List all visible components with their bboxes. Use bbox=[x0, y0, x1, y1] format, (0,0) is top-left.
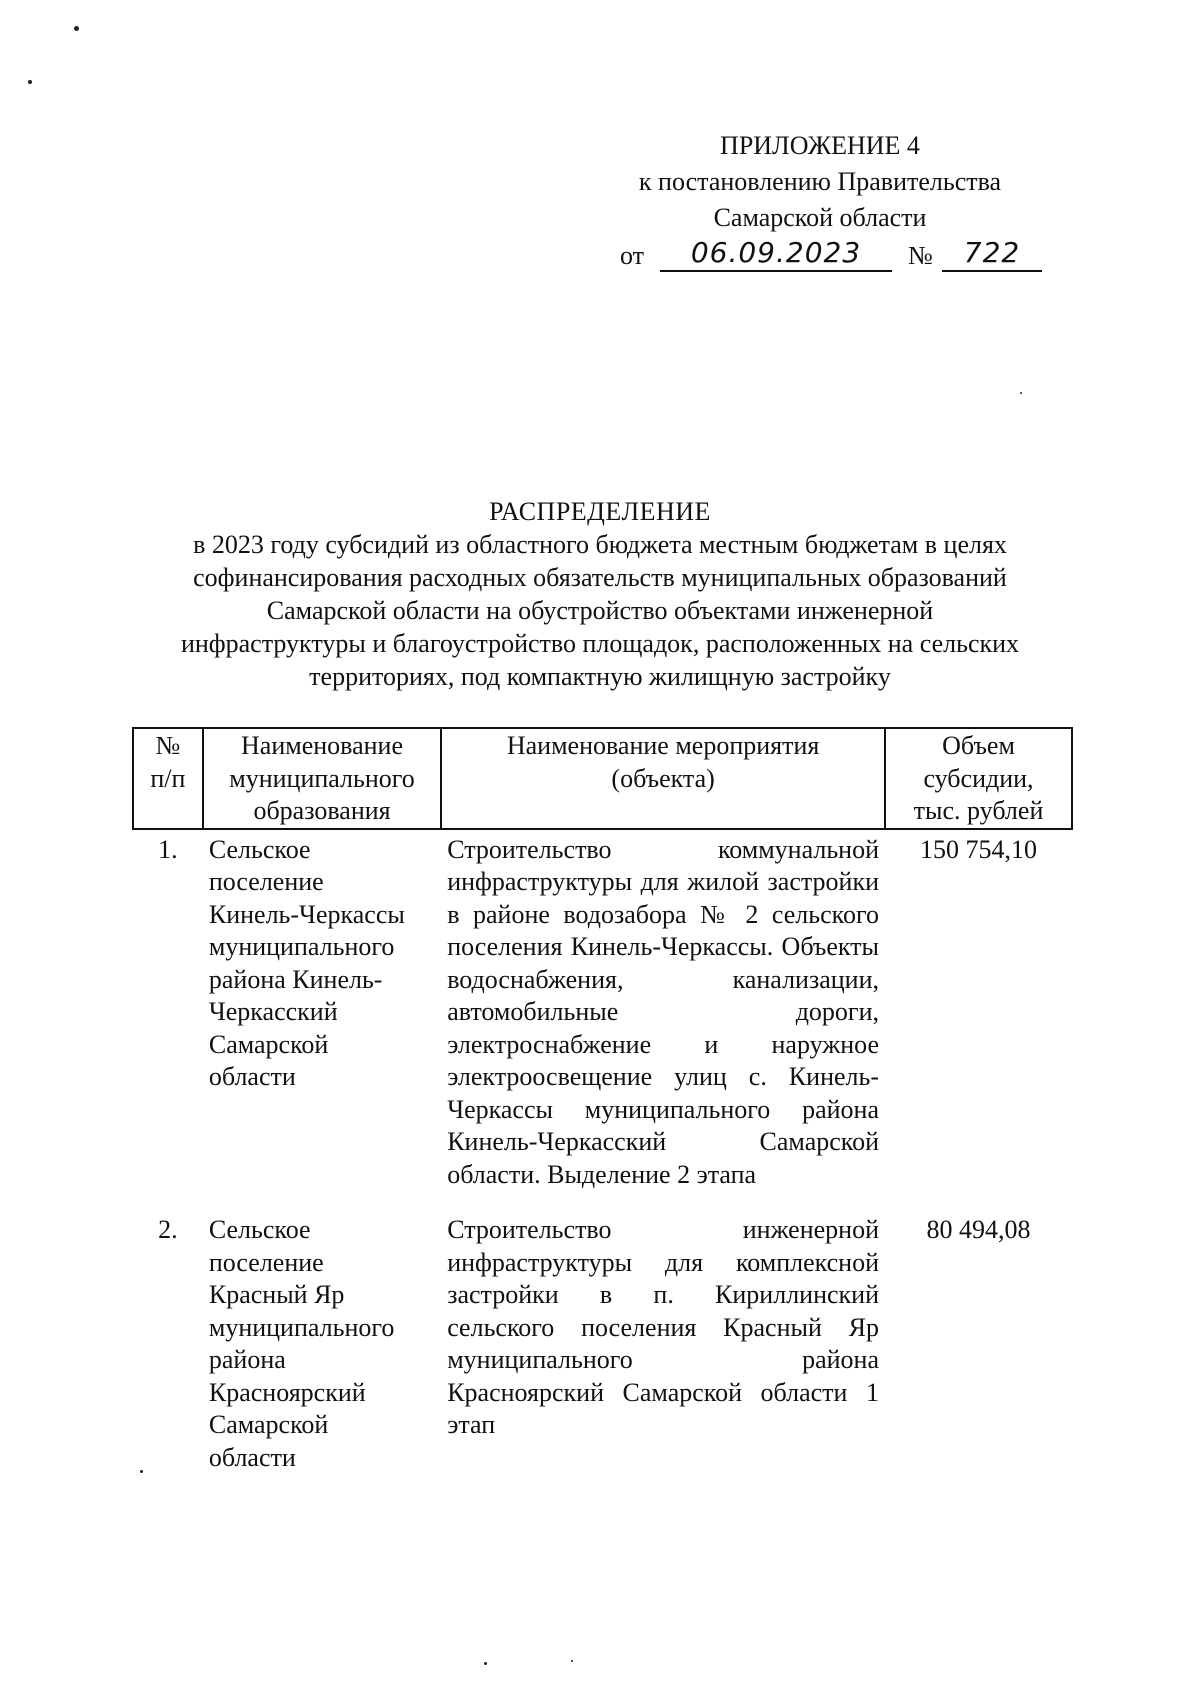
title-line: софинансирования расходных обязательств муниципальных образований bbox=[193, 563, 1007, 592]
title-line: Самарской области на обустройство объектами инженерной bbox=[266, 596, 934, 625]
title-line: инфраструктуры и благоустройство площадок, расположенных на сельских bbox=[180, 629, 1020, 658]
resolution-line: к постановлению Правительства bbox=[638, 167, 1002, 196]
scan-speck bbox=[571, 1660, 573, 1662]
table-header-row bbox=[133, 728, 1072, 829]
table-row bbox=[133, 829, 1072, 1214]
header-cell-event: Наименование мероприятия (объекта) bbox=[441, 728, 885, 829]
header-cell-number: № п/п bbox=[133, 728, 203, 829]
municipality-cell: Сельское поселение Кинель-Черкассы муниципального района Кинель- Черкасский Самарской области bbox=[208, 834, 405, 1091]
row-number: 2. bbox=[158, 1215, 178, 1244]
handwritten-date: 06.09.2023 bbox=[660, 236, 892, 272]
scan-speck bbox=[484, 1662, 487, 1665]
scan-speck bbox=[1020, 392, 1022, 394]
number-prefix: № bbox=[908, 241, 933, 270]
row-number: 1. bbox=[158, 834, 178, 864]
scan-speck bbox=[28, 80, 32, 84]
header-cell-municipality: Наименование муниципального образования bbox=[203, 728, 441, 829]
amount-cell: 80 494,08 bbox=[926, 1215, 1031, 1244]
amount-cell: 150 754,10 bbox=[920, 834, 1037, 864]
date-line bbox=[590, 236, 1050, 276]
date-prefix: от bbox=[620, 241, 645, 270]
scan-speck bbox=[74, 26, 79, 31]
title-heading: РАСПРЕДЕЛЕНИЕ bbox=[489, 497, 711, 526]
handwritten-number: 722 bbox=[942, 236, 1042, 272]
title-line: в 2023 году субсидий из областного бюджета местным бюджетам в целях bbox=[193, 530, 1007, 559]
document-header bbox=[590, 128, 1050, 276]
subsidy-table bbox=[132, 727, 1073, 1474]
event-cell: Строительство коммунальной инфраструктуры для жилой застройки в районе водозабора № 2 сельского поселения Кинель-Черкассы. Объекты водоснабжения, канализации, автомобильные дороги, электроснабжение и наружное электроосвещение улиц с. Кинель-Черкассы муниципального района Кинель-Черкасский Самарской области. Выделение 2 этапа bbox=[447, 834, 880, 1189]
region-line: Самарской области bbox=[713, 203, 927, 232]
municipality-cell: Сельское поселение Красный Яр муниципального района Красноярский Самарской области bbox=[208, 1215, 395, 1472]
event-cell: Строительство инженерной инфраструктуры для комплексной застройки в п. Кириллинский сельского поселения Красный Яр муниципального района Красноярский Самарской области 1 этап bbox=[447, 1215, 880, 1439]
title-line: территориях, под компактную жилищную застройку bbox=[309, 662, 891, 691]
header-cell-amount: Объем субсидии, тыс. рублей bbox=[885, 728, 1072, 829]
document-title bbox=[100, 495, 1100, 693]
table-row bbox=[133, 1213, 1072, 1474]
appendix-label: ПРИЛОЖЕНИЕ 4 bbox=[720, 131, 920, 160]
